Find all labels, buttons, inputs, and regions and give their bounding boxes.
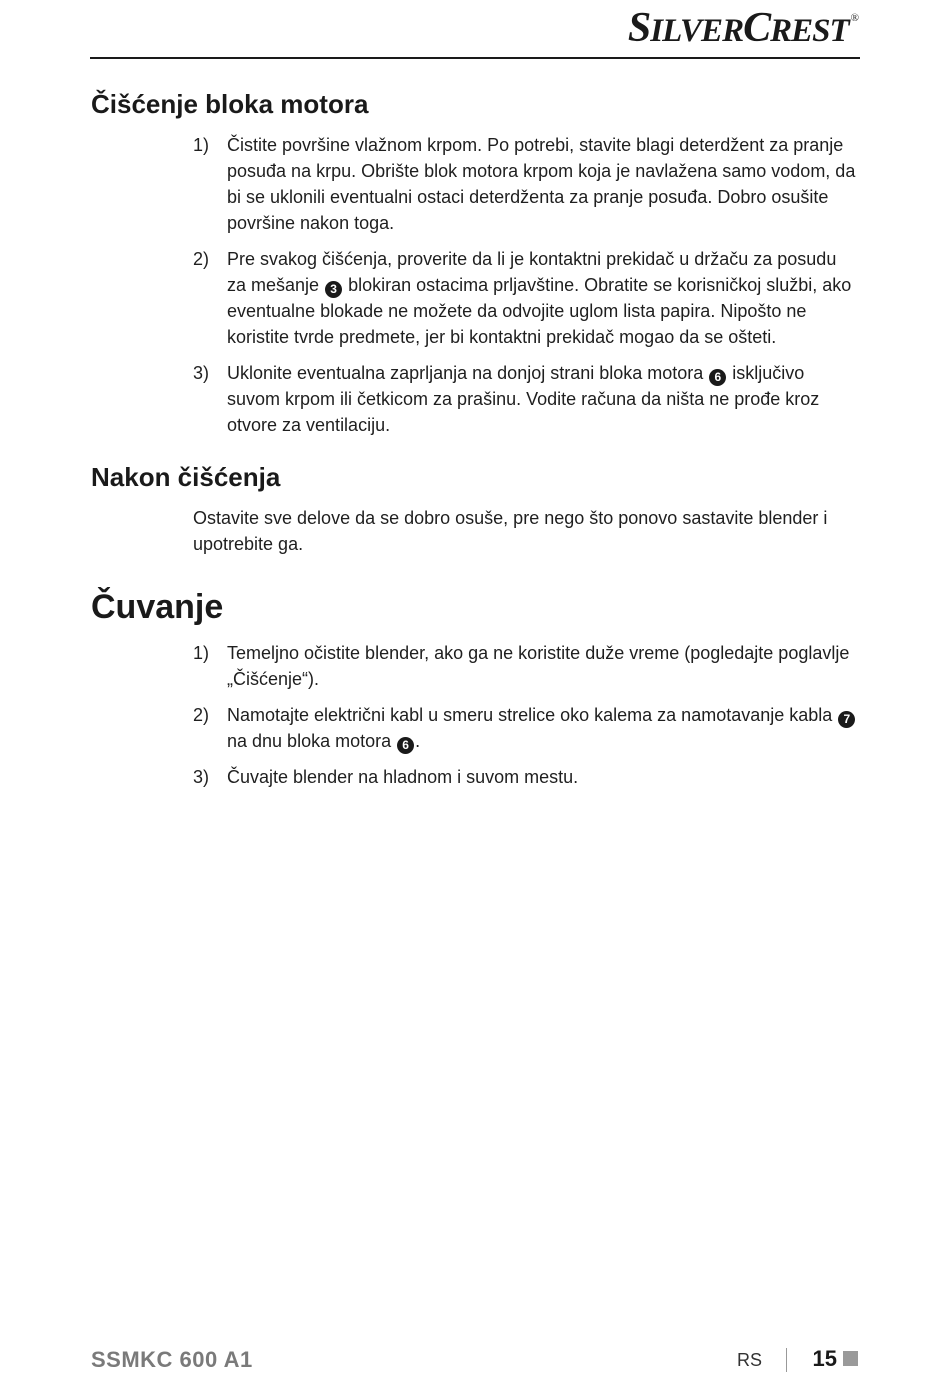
registered-mark: ® [850, 12, 858, 24]
list-item [193, 702, 858, 754]
section-title-cleaning-motor: Čišćenje bloka motora [91, 89, 369, 119]
footer-square-marker [843, 1351, 858, 1366]
item-text: Uklonite eventualna zaprljanja na donjoj strani bloka motora [227, 363, 709, 383]
logo-letters: ILVER [650, 13, 744, 49]
list-item [193, 246, 858, 350]
item-text: Pre svakog čišćenja, proverite da li je kontaktni prekidač u držaču za posudu za mešanje [227, 249, 837, 295]
logo-letter: C [743, 5, 771, 51]
item-text: Čistite površine vlažnom krpom. Po potrebi, stavite blagi deterdžent za pranje posuđa na krpu. Obrište blok motora krpom koja je navlažena samo vodom, da bi se uklonili eventualni ostaci deterdženta za pranje posuđa. Dobro osušite površine nakon toga. [227, 135, 856, 233]
item-text: . [415, 731, 421, 751]
item-text: blokiran ostacima prljavštine. Obratite se korisničkoj službi, ako eventualne blokade ne možete da odvojite uglom lista papira. Nipošto ne koristite tvrde predmete, jer bi kontaktni prekidač mogao da se ošteti. [227, 275, 852, 347]
item-number: 1) [193, 135, 210, 155]
item-number: 3) [193, 767, 210, 787]
list-item [193, 360, 858, 438]
item-number: 2) [193, 705, 210, 725]
storage-list [193, 640, 858, 800]
item-text: Temeljno očistite blender, ako ga ne koristite duže vreme (pogledajte poglavlje „Čišćenje“). [227, 643, 850, 689]
logo-letter: S [627, 5, 651, 51]
item-text: isključivo suvom krpom ili četkicom za prašinu. Vodite računa da ništa ne prođe kroz otvore za ventilaciju. [227, 363, 820, 435]
footer-model-number: SSMKC 600 A1 [91, 1347, 253, 1372]
part-reference-badge: 7 [838, 711, 855, 728]
section-title-after-cleaning: Nakon čišćenja [91, 462, 281, 492]
silvercrest-logo [628, 4, 858, 52]
footer-divider [786, 1348, 787, 1372]
part-reference-badge: 6 [397, 737, 414, 754]
item-text: Čuvajte blender na hladnom i suvom mestu. [227, 767, 579, 787]
item-text: na dnu bloka motora [227, 731, 397, 751]
cleaning-motor-list [193, 132, 858, 448]
list-item [193, 764, 858, 790]
section-title-storage: Čuvanje [91, 588, 224, 626]
footer-page-number: 15 [812, 1346, 837, 1371]
header-rule [90, 57, 860, 59]
list-item [193, 640, 858, 692]
part-reference-badge: 3 [325, 281, 342, 298]
part-reference-badge: 6 [709, 369, 726, 386]
footer-language-code: RS [736, 1350, 762, 1370]
logo-letters: REST [770, 13, 849, 49]
item-number: 1) [193, 643, 210, 663]
item-number: 3) [193, 363, 210, 383]
item-text: Namotajte električni kabl u smeru strelice oko kalema za namotavanje kabla [227, 705, 838, 725]
list-item [193, 132, 858, 236]
item-number: 2) [193, 249, 210, 269]
after-cleaning-text: Ostavite sve delove da se dobro osuše, pre nego što ponovo sastavite blender i upotrebite ga. [193, 508, 828, 554]
